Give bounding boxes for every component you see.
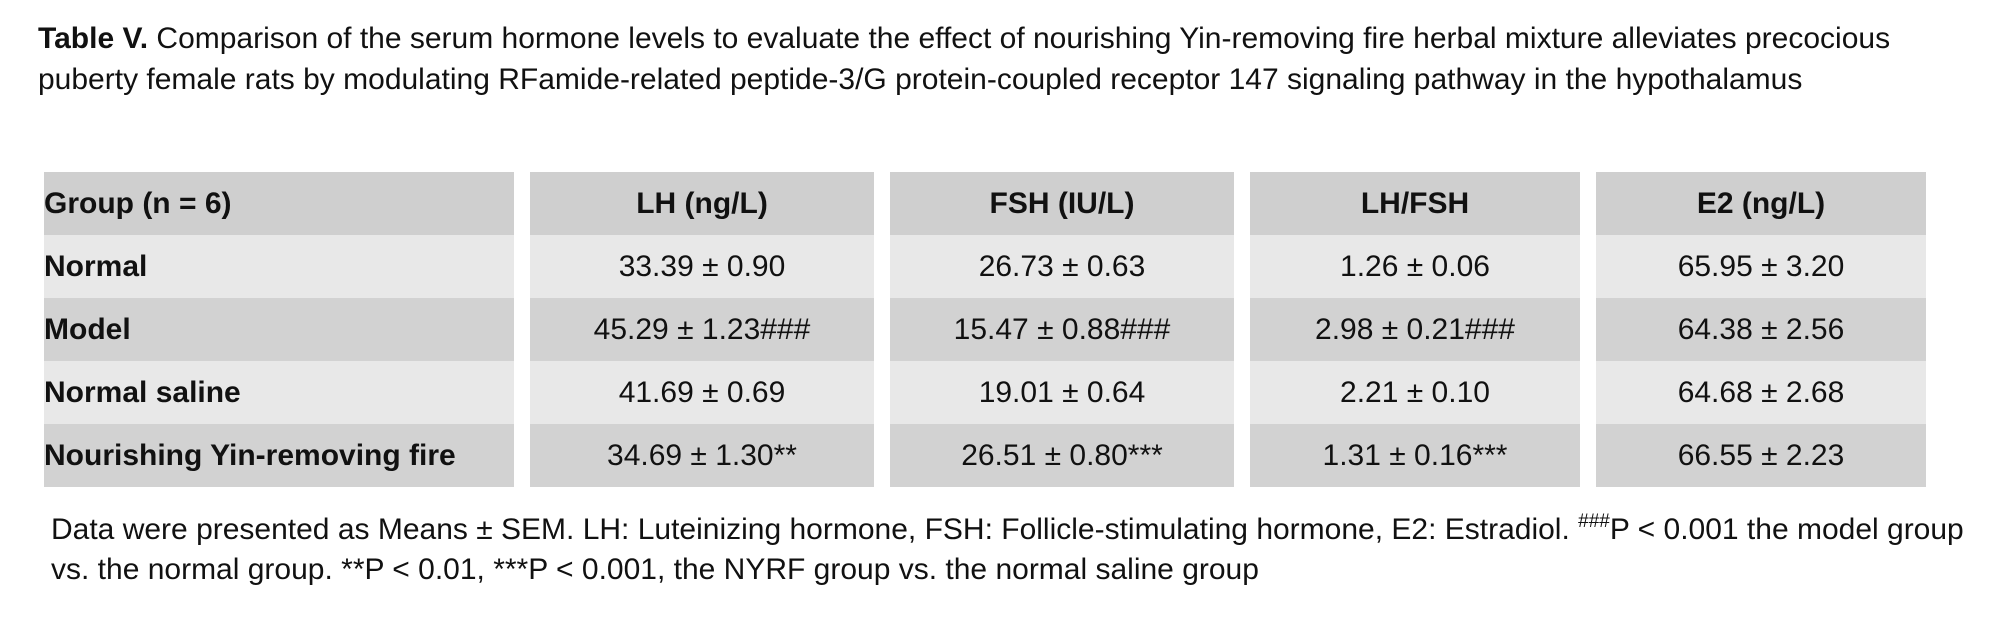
fsh-cell: 26.51 ± 0.80*** (890, 424, 1234, 487)
table-caption (38, 18, 1968, 100)
footnote-superscript: ### (1578, 511, 1610, 532)
lh-cell: 45.29 ± 1.23### (530, 298, 874, 361)
e2-cell: 65.95 ± 3.20 (1596, 235, 1926, 298)
header-lh: LH (ng/L) (530, 172, 874, 235)
table-footnote (51, 510, 1971, 590)
fsh-cell: 26.73 ± 0.63 (890, 235, 1234, 298)
group-name-cell: Model (44, 298, 514, 361)
header-lh-fsh: LH/FSH (1250, 172, 1580, 235)
hormone-table (28, 172, 1942, 487)
header-fsh: FSH (IU/L) (890, 172, 1234, 235)
lh-fsh-cell: 1.26 ± 0.06 (1250, 235, 1580, 298)
e2-cell: 64.38 ± 2.56 (1596, 298, 1926, 361)
footnote-text-1: Data were presented as Means ± SEM. LH: Luteinizing hormone, FSH: Follicle-stimulating hormone, E2: Estradiol. (51, 513, 1579, 546)
footnote-text-2: P < 0.001 the model group vs. the normal group. **P < 0.01, ***P < 0.001, the NYRF group vs. the normal saline group (51, 513, 1964, 586)
table-row (44, 298, 1926, 361)
lh-cell: 41.69 ± 0.69 (530, 361, 874, 424)
caption-label: Table V. (38, 22, 149, 55)
header-row (44, 172, 1926, 235)
group-name-cell: Nourishing Yin-removing fire (44, 424, 514, 487)
header-group: Group (n = 6) (44, 172, 514, 235)
lh-fsh-cell: 1.31 ± 0.16*** (1250, 424, 1580, 487)
e2-cell: 64.68 ± 2.68 (1596, 361, 1926, 424)
fsh-cell: 19.01 ± 0.64 (890, 361, 1234, 424)
e2-cell: 66.55 ± 2.23 (1596, 424, 1926, 487)
lh-fsh-cell: 2.98 ± 0.21### (1250, 298, 1580, 361)
lh-fsh-cell: 2.21 ± 0.10 (1250, 361, 1580, 424)
table-row (44, 235, 1926, 298)
lh-cell: 33.39 ± 0.90 (530, 235, 874, 298)
lh-cell: 34.69 ± 1.30** (530, 424, 874, 487)
group-name-cell: Normal saline (44, 361, 514, 424)
group-name-cell: Normal (44, 235, 514, 298)
table-row (44, 361, 1926, 424)
fsh-cell: 15.47 ± 0.88### (890, 298, 1234, 361)
table-row (44, 424, 1926, 487)
header-e2: E2 (ng/L) (1596, 172, 1926, 235)
caption-text: Comparison of the serum hormone levels to evaluate the effect of nourishing Yin-removing fire herbal mixture alleviates precocious puberty female rats by modulating RFamide-related peptide-3/G protein-coupled receptor 147 signaling pathway in the hypothalamus (38, 22, 1891, 96)
